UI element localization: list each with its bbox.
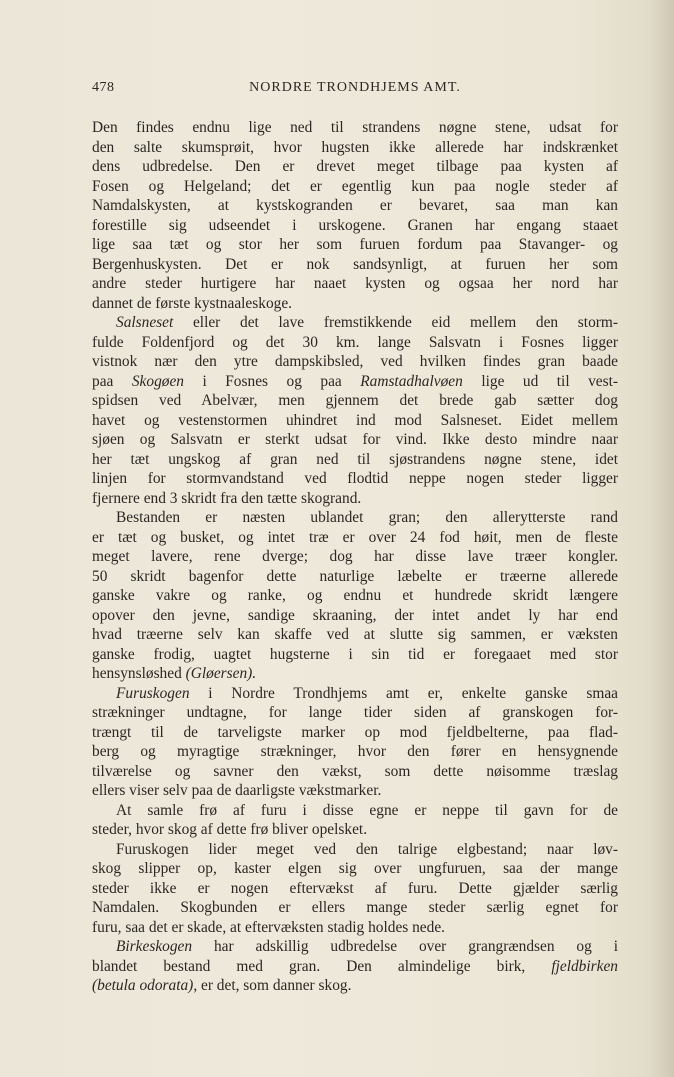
page-number: 478	[92, 80, 115, 95]
text-line: berg og myragtige strækninger, hvor den fører en hensygnende	[92, 743, 618, 760]
text-line: Namdalskysten, at kystskogranden er bevaret, saa man kan	[92, 197, 618, 214]
text-line: lige saa tæt og stor her som furuen fordum paa Stavanger- og	[92, 236, 618, 253]
text-line: dens udbredelse. Den er drevet meget tilbage paa kysten af	[92, 158, 618, 175]
text-line: er tæt og busket, og intet træ er over 24 fod høit, men de fleste	[92, 528, 618, 546]
page-header	[92, 80, 618, 100]
text-line: trængt til de tarveligste marker op mod fjeldbelterne, paa flad-	[92, 723, 618, 741]
text-line: (betula odorata), er det, som danner skog.	[92, 977, 352, 994]
text-line: At samle frø af furu i disse egne er neppe til gavn for de	[116, 801, 618, 819]
text-line: steder, hvor skog af dette frø bliver opelsket.	[92, 821, 368, 838]
italic-term: (Gløersen).	[185, 665, 257, 682]
text-line: Birkeskogen har adskillig udbredelse over grangrændsen og i	[116, 938, 618, 955]
text-line: linjen for stormvandstand ved flodtid neppe nogen steder ligger	[92, 470, 618, 487]
text-line: strækninger undtagne, for lange tider siden af granskogen for-	[92, 704, 618, 721]
italic-term: Salsneset	[116, 314, 174, 331]
italic-term: Birkeskogen	[116, 938, 193, 955]
text-line: furu, saa det er skade, at eftervæksten stadig holdes nede.	[92, 918, 446, 936]
text-line: Namdalen. Skogbunden er ellers mange steder særlig egnet for	[92, 899, 618, 916]
text-line: fjernere end 3 skridt fra den tætte skogrand.	[92, 489, 362, 507]
text-line: dannet de første kystnaaleskoge.	[92, 294, 293, 312]
text-line: ganske vakre og ranke, og endnu et hundrede skridt længere	[92, 587, 618, 604]
text-line: den salte skumsprøit, hvor hugsten ikke allerede har indskrænket	[92, 138, 618, 156]
text-line: hvad træerne selv kan skaffe ved at slutte sig sammen, er væksten	[92, 626, 618, 643]
text-line: opover den jevne, sandige skraaning, der intet andet ly har end	[92, 606, 618, 624]
running-head: NORDRE TRONDHJEMS AMT.	[249, 80, 461, 95]
text-line: ellers viser selv paa de daarligste vækstmarker.	[92, 782, 382, 799]
text-line: sjøen og Salsvatn er sterkt udsat for vind. Ikke desto mindre naar	[92, 431, 618, 448]
italic-term: Furuskogen	[116, 684, 190, 702]
text-line: Furuskogen lider meget ved den talrige elgbestand; naar løv-	[116, 840, 618, 858]
text-line: Bestanden er næsten ublandet gran; den allerytterste rand	[116, 509, 618, 526]
text-line: ganske frodig, uagtet hugsterne i sin tid er foregaaet med stor	[92, 645, 618, 663]
text-line: Salsneset eller det lave fremstikkende eid mellem den storm-	[116, 314, 618, 331]
italic-term: fjeldbirken	[551, 957, 618, 975]
text-line: meget lavere, rene dverge; dog har disse lave træer kongler.	[92, 548, 618, 565]
text-line: skog slipper op, kaster elgen sig over ungfuruen, saa der mange	[92, 860, 618, 877]
text-line: Bergenhuskysten. Det er nok sandsynligt, at furuen her som	[92, 255, 618, 273]
text-line: her tæt ungskog af gran ned til sjøstrandens nøgne stene, idet	[92, 450, 618, 468]
italic-term: Skogøen	[131, 372, 184, 390]
text-line: fulde Foldenfjord og det 30 km. lange Salsvatn i Fosnes ligger	[92, 333, 618, 351]
text-line: hensynsløshed (Gløersen).	[92, 665, 257, 682]
text-line: Den findes endnu lige ned til strandens nøgne stene, udsat for	[92, 119, 618, 136]
italic-term: Ramstadhalvøen	[360, 372, 463, 390]
text-line: steder ikke er nogen eftervækst af furu. Dette gjælder særlig	[92, 879, 618, 897]
text-line: blandet bestand med gran. Den almindelige birk, fjeldbirken	[92, 957, 618, 975]
text-line: spidsen ved Abelvær, men gjennem det brede gab sætter dog	[92, 392, 618, 409]
text-line: vistnok nær den ytre dampskibsled, ved hvilken findes gran baade	[92, 353, 618, 370]
text-line: 50 skridt bagenfor dette naturlige læbelte er træerne allerede	[92, 567, 618, 585]
text-line: paa Skogøen i Fosnes og paa Ramstadhalvøen lige ud til vest-	[92, 372, 618, 390]
text-line: andre steder hurtigere har naaet kysten og ogsaa her nord har	[92, 275, 618, 292]
text-line: tilværelse og savner den vækst, som dette nøisomme træslag	[92, 762, 618, 780]
body-text	[92, 118, 618, 996]
text-line: havet og vestenstormen uhindret ind mod Salsneset. Eidet mellem	[92, 411, 618, 429]
text-line: Fosen og Helgeland; det er egentlig kun paa nogle steder af	[92, 177, 618, 195]
italic-term: (betula odorata)	[92, 977, 194, 994]
text-line: Furuskogen i Nordre Trondhjems amt er, enkelte ganske smaa	[116, 684, 618, 702]
text-line: forestille sig udseendet i urskogene. Granen har engang staaet	[92, 216, 618, 234]
